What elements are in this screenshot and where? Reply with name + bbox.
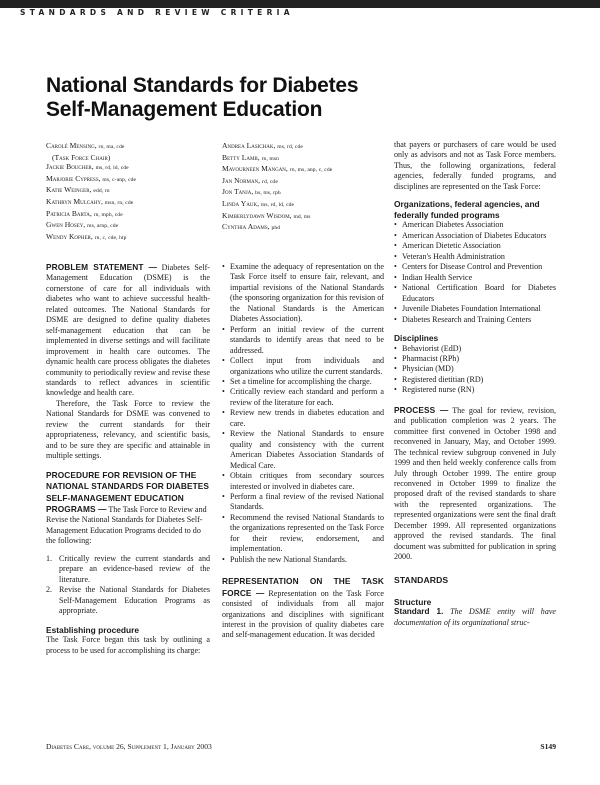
author-list-middle — [222, 141, 402, 234]
list-item: • Review the National Standards to ensure quality and consistency with the current American Diabetes Association Standards of Medical Care. — [222, 429, 384, 471]
representation-text: Representation on the Task Force consisted of individuals from all major organizations and disciplines with significant interest in the provision of quality diabetes care and self-management education. It was decided — [222, 588, 384, 640]
author: Jon Tanja, bs, ms, rph — [222, 187, 281, 197]
process-section — [394, 405, 556, 563]
author: Marjorie Cypress, ms, c-anp, cde — [46, 173, 137, 183]
representation-heading: REPRESENTATION ON THE TASK FORCE — — [222, 576, 384, 598]
list-item: • Critically review each standard and perform a review of the literature for each. — [222, 387, 384, 408]
list-item: • Behaviorist (EdD) — [394, 344, 556, 354]
list-item: • Registered dietitian (RD) — [394, 375, 556, 385]
list-item: • Centers for Disease Control and Prevention — [394, 262, 556, 272]
title-line-1: National Standards for Diabetes — [46, 74, 359, 97]
author-list-left — [46, 141, 216, 243]
page-number: S149 — [540, 742, 556, 751]
standard-1-text: The DSME entity will have documentation of its organizational struc- — [394, 607, 556, 627]
list-item: • Collect input from individuals and organizations who utilize the current standards. — [222, 356, 384, 377]
author: Betty Lamb, rn, msn — [222, 152, 280, 162]
list-item: • Physician (MD) — [394, 364, 556, 374]
organizations-list — [394, 220, 556, 325]
author: Kimberlydawn Wisdom, md, ms — [222, 210, 311, 220]
author: Patricia Barta, rn, mph, cde — [46, 208, 123, 218]
author: Andrea Lasichak, ms, rd, cde — [222, 141, 303, 150]
list-item: • National Certification Board for Diabetes Educators — [394, 283, 556, 304]
list-item: • Juvenile Diabetes Foundation International — [394, 304, 556, 314]
column-left — [46, 262, 210, 656]
list-item: • Set a timeline for accomplishing the charge. — [222, 377, 384, 387]
header-bar — [0, 0, 600, 8]
author: Wendy Kopher, rn, c, cde, htp — [46, 231, 127, 241]
list-item: • Pharmacist (RPh) — [394, 354, 556, 364]
problem-statement-heading: PROBLEM STATEMENT — — [46, 262, 157, 272]
problem-statement-text-2: Therefore, the Task Force to review the National Standards for DSME was convened to review the current standards for their appropriateness, relevancy, and scientific basis, and to be sure they are specific and attainable in multiple settings. — [46, 398, 210, 461]
section-label: STANDARDS AND REVIEW CRITERIA — [20, 8, 294, 17]
list-item: 2. Revise the National Standards for Diabetes Self-Management Education Programs as appropriate. — [46, 585, 210, 616]
structure-heading: Structure — [394, 596, 432, 607]
author: Jan Norman, rd, cde — [222, 175, 278, 185]
list-item: • Diabetes Research and Training Centers — [394, 315, 556, 325]
list-item: • Publish the new National Standards. — [222, 555, 384, 565]
representation-continued-text: that payers or purchasers of care would be used only as advisors and not as Task Force members. Thus, the following organizations, federal agencies, federally funded programs, and disciplines are represented on the Task Force: — [394, 140, 556, 191]
process-text: The goal for review, revision, and publication completion was 2 years. The committee first convened in October 1998 and reconvened in January, May, and October 1999. The technical review subgroup convened in July 1999 and then held weekly conference calls from July through October 1999. The entire group reconvened in October 1999 to finalize the proposed draft of the revised standards to share with the represented organizations. The represented organizations were sent the final draft December 1999. All represented organizations approved the revised standards. The final document was submitted for publication in spring 2000. — [394, 405, 556, 562]
problem-statement-text: Diabetes Self-Management Education (DSME) is the cornerstone of care for all individuals with diabetes who want to achieve successful health-related outcomes. The National Standards for DSME are designed to define quality diabetes self-management education that can be implemented in diverse settings and will facilitate improvement in health care outcomes. The dynamic health care process obligates the diabetes community to periodically review and revise these standards to reflect advances in scientific knowledge and health care. — [46, 263, 210, 398]
author: Kathryn Mulcahy, msn, rn, cde — [46, 196, 134, 206]
title-line-2: Self-Management Education — [46, 97, 323, 121]
problem-statement — [46, 262, 210, 399]
author: Carolé Mensing, rn, ma, cde — [46, 141, 125, 150]
establishing-procedure-text: The Task Force began this task by outlining a process to be used for accomplishing its charge: — [46, 635, 210, 655]
author: Katie Weinger, edd, rn — [46, 185, 110, 195]
list-item: • Perform a final review of the revised National Standards. — [222, 492, 384, 513]
organizations-heading: Organizations, federal agencies, and federally funded programs — [394, 199, 540, 220]
list-item: • Recommend the revised National Standards to the organizations represented on the Task Force for their review, endorsement, and implementation. — [222, 513, 384, 555]
list-item: • Perform an initial review of the current standards to identify areas that need to be addressed. — [222, 325, 384, 356]
author: Cynthia Adams, phd — [222, 222, 281, 232]
list-item: • Veteran's Health Administration — [394, 252, 556, 262]
list-item: • Registered nurse (RN) — [394, 385, 556, 395]
column-middle — [222, 262, 384, 641]
disciplines-list — [394, 344, 556, 396]
author-role: (Task Force Chair) — [52, 152, 111, 162]
procedure-heading: PROCEDURE FOR REVISION OF THE NATIONAL STANDARDS FOR DIABETES SELF-MANAGEMENT EDUCATION PROGRAMS — — [46, 469, 210, 514]
list-item: • Obtain critiques from secondary sources interested or involved in diabetes care. — [222, 471, 384, 492]
article-title — [46, 74, 566, 121]
process-heading: PROCESS — — [394, 404, 449, 415]
list-item: • American Diabetes Association — [394, 220, 556, 230]
standard-1 — [394, 607, 556, 628]
procedure-list — [46, 554, 210, 617]
author: Gwen Hosey, ms, arnp, cde — [46, 220, 119, 230]
author: Linda Yauk, ms, rd, ld, cde — [222, 198, 295, 208]
page-footer — [46, 742, 556, 751]
procedure-section — [46, 470, 210, 547]
journal-citation: Diabetes Care, volume 26, Supplement 1, January 2003 — [46, 742, 212, 751]
list-item: • American Association of Diabetes Educators — [394, 231, 556, 241]
process-bullet-list — [222, 262, 384, 565]
author: Mavourneen Mangan, rn, ms, anp, c, cde — [222, 164, 333, 174]
procedure-text: The Task Force to Review and Revise the National Standards for Diabetes Self-Management Education Programs decided to do the following: — [46, 504, 207, 546]
list-item: • Review new trends in diabetes education and care. — [222, 408, 384, 429]
author: Jackie Boucher, ms, rd, ld, cde — [46, 162, 129, 172]
list-item: • Indian Health Service — [394, 273, 556, 283]
disciplines-heading: Disciplines — [394, 332, 439, 343]
column-right — [394, 140, 556, 628]
list-item: 1. Critically review the current standards and prepare an evidence-based review of the literature. — [46, 553, 210, 584]
list-item: • Examine the adequacy of representation on the Task Force itself to ensure fair, relevant, and impartial revisions of the National Standards (the sponsoring organization for this revision of the National Standards is the American Diabetes Association). — [222, 262, 384, 325]
list-item: • American Dietetic Association — [394, 241, 556, 251]
standards-heading: STANDARDS — [394, 574, 449, 585]
establishing-procedure-heading: Establishing procedure — [46, 624, 140, 635]
representation-section — [222, 576, 384, 641]
standard-1-label: Standard 1. — [394, 607, 444, 617]
